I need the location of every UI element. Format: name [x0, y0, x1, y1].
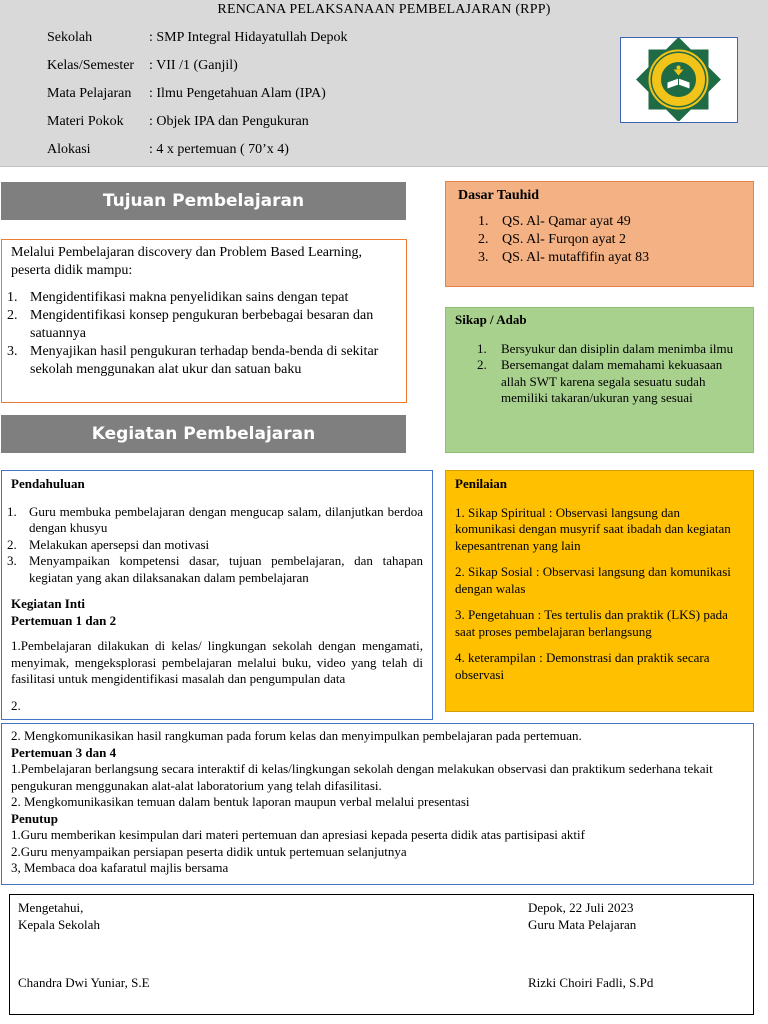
mengetahui-text: Mengetahui, — [18, 900, 84, 915]
list-text: Melakukan apersepsi dan motivasi — [29, 536, 210, 552]
list-number: 2. — [478, 232, 489, 247]
guru-name: Rizki Choiri Fadli, S.Pd — [528, 975, 654, 990]
list-item — [458, 249, 753, 267]
info-label: Alokasi — [47, 142, 91, 157]
list-text: Guru membuka pembelajaran dengan mengucap salam, dilanjutkan berdoa dengan khusyu — [29, 503, 423, 535]
info-row-sekolah — [47, 30, 348, 50]
list-text: Mengidentifikasi makna penyelidikan sains dengan tepat — [30, 290, 349, 305]
penilaian-item-keterampilan: 4. keterampilan : Demonstrasi dan praktik secara observasi — [455, 650, 710, 682]
list-item — [3, 504, 423, 537]
list-number: 2. — [477, 357, 487, 372]
kegiatan-box — [1, 470, 433, 720]
list-number: 3. — [7, 344, 18, 359]
info-value: : Ilmu Pengetahuan Alam (IPA) — [149, 86, 326, 101]
list-number: 2. — [7, 536, 17, 552]
penilaian-box — [445, 470, 754, 712]
info-value: : 4 x pertemuan ( 70’x 4) — [149, 142, 289, 157]
date-place-text: Depok, 22 Juli 2023 — [528, 900, 634, 915]
list-number: 1. — [7, 503, 17, 519]
list-number: 3. — [7, 553, 17, 568]
tujuan-intro: Melalui Pembelajaran discovery dan Problem Based Learning, peserta didik mampu: — [11, 245, 363, 278]
pertemuan-1-2-title: Pertemuan 1 dan 2 — [11, 612, 117, 628]
tujuan-box — [1, 239, 407, 403]
pertemuan-3-4-title: Pertemuan 3 dan 4 — [11, 744, 117, 760]
sikap-adab-list — [455, 341, 743, 407]
komunikasi-line: 2. Mengkomunikasikan hasil rangkuman pada forum kelas dan menyimpulkan pembelajaran pada pertemuan. — [11, 728, 582, 743]
list-number: 1. — [478, 214, 489, 229]
penilaian-heading: Penilaian — [455, 476, 508, 491]
info-label: Kelas/Semester — [47, 58, 135, 73]
dasar-tauhid-heading: Dasar Tauhid — [458, 188, 540, 203]
list-item — [3, 289, 398, 307]
penutup-line: 1.Guru memberikan kesimpulan dari materi pertemuan dan apresiasi kepada peserta didik atas partisipasi aktif — [11, 827, 585, 842]
list-text: QS. Al- Furqon ayat 2 — [502, 232, 627, 247]
kepala-sekolah-name: Chandra Dwi Yuniar, S.E — [18, 975, 150, 990]
tujuan-list — [3, 289, 398, 379]
list-item — [455, 341, 743, 358]
info-row-mapel — [47, 86, 326, 106]
guru-label: Guru Mata Pelajaran — [528, 916, 637, 932]
pendahuluan-list — [3, 504, 423, 587]
list-number: 3. — [478, 250, 489, 265]
sikap-adab-heading: Sikap / Adab — [455, 312, 527, 327]
penilaian-item-sosial: 2. Sikap Sosial : Observasi langsung dan komunikasi dengan walas — [455, 564, 731, 596]
list-text: QS. Al- Qamar ayat 49 — [502, 214, 631, 229]
document-header — [0, 0, 768, 167]
penutup-title: Penutup — [11, 810, 58, 826]
info-row-materi — [47, 114, 309, 134]
document-title: RENCANA PELAKSANAAN PEMBELAJARAN (RPP) — [217, 2, 551, 17]
school-logo — [620, 37, 738, 123]
list-item — [458, 231, 753, 249]
list-text: Menyampaikan kompetensi dasar, tujuan pembelajaran, dan tahapan kegiatan yang akan dilaksanakan dalam pembelajaran — [29, 553, 423, 585]
presentasi-line: 2. Mengkomunikasikan temuan dalam bentuk laporan maupun verbal melalui presentasi — [11, 794, 470, 809]
info-label: Sekolah — [47, 30, 93, 45]
kepala-sekolah-label: Kepala Sekolah — [18, 916, 100, 932]
info-label: Materi Pokok — [47, 114, 124, 129]
info-value: : Objek IPA dan Pengukuran — [149, 114, 309, 129]
list-item — [455, 357, 743, 407]
list-text: Mengidentifikasi konsep pengukuran berbebagai besaran dan satuannya — [30, 308, 374, 341]
list-number: 1. — [477, 340, 487, 356]
list-number: 1. — [7, 290, 18, 305]
penilaian-item-spiritual: 1. Sikap Spiritual : Observasi langsung dan komunikasi dengan musyrif saat ibadah dan kegiatan kepesantrenan yang lain — [455, 504, 731, 553]
info-row-alokasi — [47, 142, 289, 162]
school-emblem-icon — [621, 38, 736, 121]
cut-line-text: 2. — [11, 697, 21, 713]
list-text: Bersyukur dan disiplin dalam menimba ilmu — [501, 340, 734, 356]
info-value: : SMP Integral Hidayatullah Depok — [149, 30, 348, 45]
info-label: Mata Pelajaran — [47, 86, 132, 101]
signature-left — [18, 900, 100, 933]
list-item — [3, 553, 423, 586]
info-row-kelas — [47, 58, 238, 78]
signature-right — [528, 900, 636, 933]
penutup-line: 2.Guru menyampaikan persiapan peserta didik untuk pertemuan selanjutnya — [11, 843, 407, 859]
list-item — [3, 343, 398, 379]
dasar-tauhid-box — [445, 181, 754, 287]
list-item — [3, 537, 423, 554]
penilaian-item-pengetahuan: 3. Pengetahuan : Tes tertulis dan praktik (LKS) pada saat proses pembelajaran berlangsung — [455, 607, 728, 639]
info-value: : VII /1 (Ganjil) — [149, 58, 238, 73]
list-text: Menyajikan hasil pengukuran terhadap benda-benda di sekitar sekolah menggunakan alat ukur dan satuan baku — [30, 344, 379, 377]
dasar-tauhid-list — [458, 213, 753, 267]
tujuan-heading: Tujuan Pembelajaran — [1, 182, 406, 220]
list-number: 2. — [7, 308, 18, 323]
list-item — [458, 213, 753, 231]
signature-box — [9, 894, 754, 1015]
list-item — [3, 307, 398, 343]
kegiatan-inti-title: Kegiatan Inti — [11, 596, 86, 611]
list-text: Bersemangat dalam memahami kekuasaan allah SWT karena segala sesuatu sudah memiliki takaran/ukuran yang sesuai — [501, 357, 723, 405]
pertemuan-1-2-text: 1.Pembelajaran dilakukan di kelas/ lingkungan sekolah dengan mengamati, menyimak, mengeksplorasi pembelajaran melalui buku, video yang telah di fasilitasi untuk mengidentifikasi masalah dan pengumpulan data — [11, 638, 423, 686]
pendahuluan-title: Pendahuluan — [11, 476, 85, 491]
sikap-adab-box — [445, 307, 754, 453]
penutup-line: 3, Membaca doa kafaratul majlis bersama — [11, 860, 229, 875]
list-text: QS. Al- mutaffifin ayat 83 — [502, 250, 650, 265]
kegiatan-continued-box — [1, 723, 754, 885]
kegiatan-heading: Kegiatan Pembelajaran — [1, 415, 406, 453]
pertemuan-3-4-text: 1.Pembelajaran berlangsung secara interaktif di kelas/lingkungan sekolah dengan melakukan observasi dan praktikum sederhana tekait pengukuran menggunakan alat-alat laboratorium yang telah difasilitasi. — [11, 761, 713, 793]
